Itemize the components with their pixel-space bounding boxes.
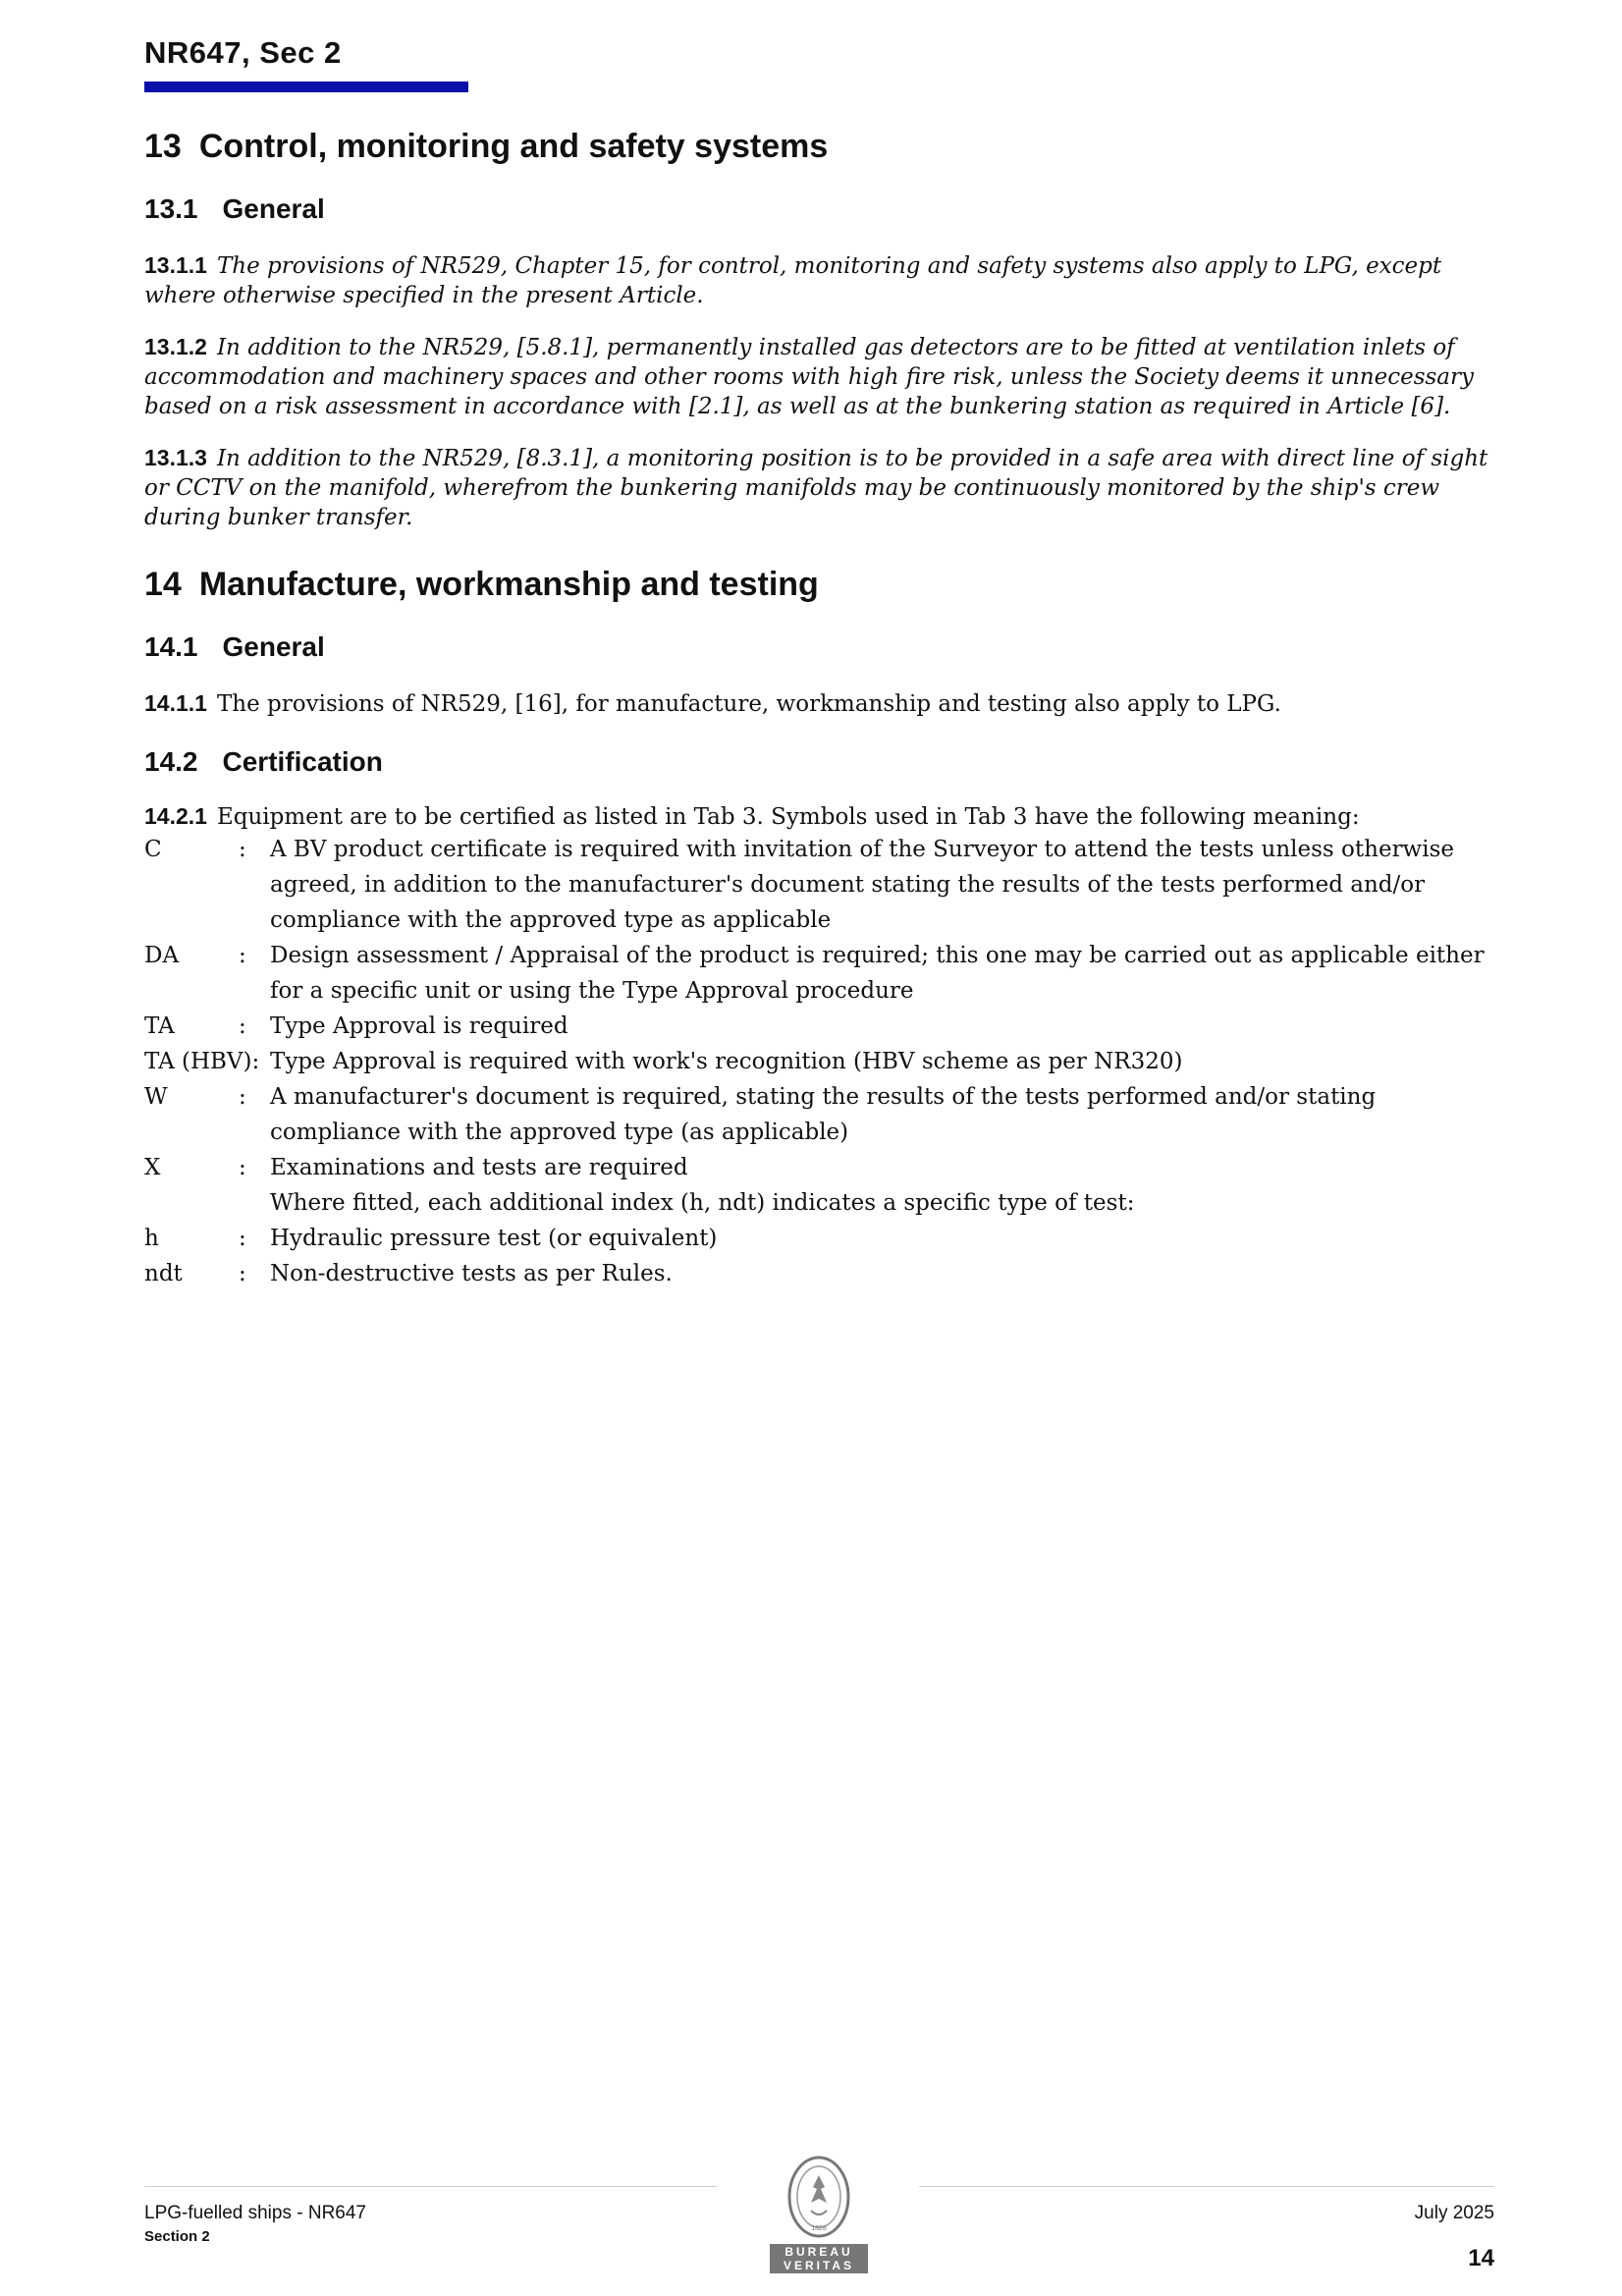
legend-row	[144, 1256, 1494, 1291]
legend-row	[144, 1150, 1494, 1185]
subsection-number: 14.1	[144, 631, 198, 662]
legend-symbol: TA	[144, 1013, 175, 1039]
legend-symbol: ndt	[144, 1261, 183, 1286]
bureau-veritas-seal-icon	[785, 2154, 852, 2240]
paragraph-text: In addition to the NR529, [8.3.1], a monitoring position is to be provided in a safe area with direct line of sight or CCTV on the manifold, wherefrom the bunkering manifolds may be continuously monitored by the ship's crew during bunker transfer.	[144, 446, 1488, 530]
paragraph-14-1-1	[144, 688, 1494, 719]
legend-separator: :	[239, 1013, 246, 1039]
legend-row	[144, 1185, 1494, 1221]
footer-date: July 2025	[1414, 2203, 1494, 2223]
paragraph-text: The provisions of NR529, Chapter 15, for control, monitoring and safety systems also apply to LPG, except where otherwise specified in the present Article.	[144, 253, 1442, 308]
paragraph-14-2-1	[144, 801, 1494, 832]
paragraph-number: 14.2.1	[144, 803, 207, 829]
legend-description: Where fitted, each additional index (h, ndt) indicates a specific type of test:	[270, 1190, 1135, 1216]
legend-row	[144, 1221, 1494, 1256]
paragraph-text: Equipment are to be certified as listed in Tab 3. Symbols used in Tab 3 have the following meaning:	[216, 804, 1360, 830]
subsection-number: 13.1	[144, 193, 198, 224]
subsection-title: Certification	[222, 746, 383, 777]
paragraph-number: 13.1.2	[144, 334, 207, 359]
legend-description: Design assessment / Appraisal of the product is required; this one may be carried out as applicable either for a specific unit or using the Type Approval procedure	[270, 943, 1485, 1004]
legend-separator: :	[239, 1261, 246, 1286]
legend-symbol: TA (HBV):	[144, 1049, 260, 1074]
header-bar	[144, 82, 468, 92]
paragraph-text: In addition to the NR529, [5.8.1], permanently installed gas detectors are to be fitted at ventilation inlets of accommodation and machinery spaces and other rooms with high fire risk, unless the Society deems it unnecessary based on a risk assessment in accordance with [2.1], as well as at the bunkering station as required in Article [6].	[144, 335, 1475, 419]
legend-row	[144, 938, 1494, 1009]
footer-doc-title: LPG-fuelled ships - NR647	[144, 2203, 366, 2223]
symbol-legend	[144, 832, 1494, 1291]
bureau-veritas-logo	[770, 2154, 868, 2273]
article-13-heading	[144, 128, 1494, 166]
legend-description: Type Approval is required	[270, 1013, 568, 1039]
legend-description: A manufacturer's document is required, stating the results of the tests performed and/or stating compliance with the approved type (as applicable)	[270, 1084, 1377, 1145]
paragraph-number: 13.1.3	[144, 445, 207, 470]
legend-separator	[239, 1185, 270, 1221]
article-title: Control, monitoring and safety systems	[198, 128, 829, 165]
legend-description: Non-destructive tests as per Rules.	[270, 1261, 673, 1286]
paragraph-13-1-3	[144, 443, 1494, 532]
main-content	[144, 128, 1494, 1291]
legend-symbol: W	[144, 1084, 168, 1110]
paragraph-13-1-2	[144, 332, 1494, 421]
header-title: NR647, Sec 2	[144, 35, 342, 70]
legend-symbol	[144, 1185, 239, 1221]
footer-document-info	[144, 2203, 366, 2245]
paragraph-number: 14.1.1	[144, 690, 207, 716]
subsection-14-1-heading	[144, 631, 1494, 663]
footer-divider-left	[144, 2186, 717, 2187]
svg-text:1828: 1828	[811, 2225, 827, 2232]
legend-row	[144, 1079, 1494, 1150]
legend-row	[144, 832, 1494, 938]
legend-description: Hydraulic pressure test (or equivalent)	[270, 1226, 718, 1251]
legend-symbol: DA	[144, 943, 180, 968]
paragraph-text: The provisions of NR529, [16], for manufacture, workmanship and testing also apply to LPG.	[216, 691, 1281, 717]
legend-row	[144, 1009, 1494, 1044]
legend-separator: :	[239, 1226, 246, 1251]
legend-symbol: C	[144, 837, 162, 862]
page-header	[144, 35, 468, 71]
legend-separator: :	[239, 943, 246, 968]
logo-wordmark: BUREAU VERITAS	[770, 2244, 868, 2273]
subsection-14-2-heading	[144, 746, 1494, 778]
subsection-13-1-heading	[144, 193, 1494, 225]
paragraph-13-1-1	[144, 250, 1494, 310]
subsection-number: 14.2	[144, 746, 198, 777]
legend-separator: :	[239, 1084, 246, 1110]
article-title: Manufacture, workmanship and testing	[198, 566, 819, 603]
legend-description: Examinations and tests are required	[270, 1155, 688, 1180]
subsection-title: General	[222, 193, 325, 224]
legend-row	[144, 1044, 1494, 1079]
article-number: 13	[144, 128, 182, 165]
subsection-title: General	[222, 631, 325, 662]
legend-separator: :	[239, 1155, 246, 1180]
legend-separator: :	[239, 837, 246, 862]
article-number: 14	[144, 566, 182, 603]
article-14-heading	[144, 566, 1494, 604]
footer-section: Section 2	[144, 2228, 210, 2245]
page-number: 14	[1468, 2245, 1494, 2271]
footer-divider-right	[919, 2186, 1494, 2187]
paragraph-number: 13.1.1	[144, 252, 207, 278]
legend-symbol: h	[144, 1226, 159, 1251]
legend-symbol: X	[144, 1155, 161, 1180]
legend-description: Type Approval is required with work's recognition (HBV scheme as per NR320)	[270, 1049, 1183, 1074]
legend-description: A BV product certificate is required with invitation of the Surveyor to attend the tests unless otherwise agreed, in addition to the manufacturer's document stating the results of the tests performed and/or compliance with the approved type as applicable	[270, 837, 1455, 933]
